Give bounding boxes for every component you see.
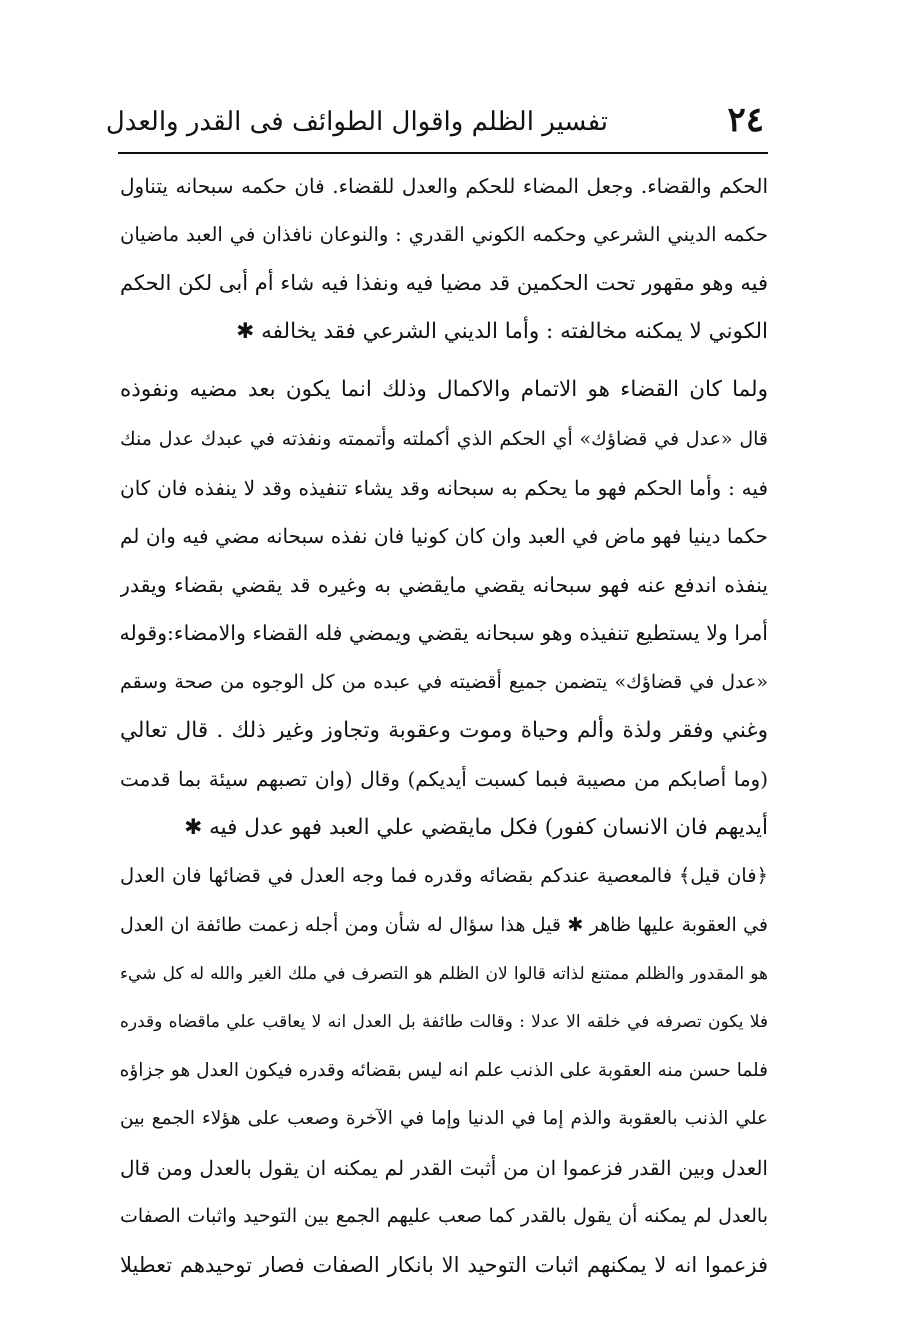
paragraph-2 bbox=[120, 366, 768, 852]
text-line: ولما كان القضاء هو الاتمام والاكمال وذلك انما يكون بعد مضيه ونفوذه bbox=[120, 377, 768, 403]
text-line: في العقوبة عليها ظاهر ✱ قيل هذا سؤال له شأن ومن أجله زعمت طائفة ان العدل bbox=[120, 913, 768, 936]
header-rule bbox=[118, 152, 768, 154]
text-line: فلما حسن منه العقوبة على الذنب علم انه ليس بقضائه وقدره فيكون العدل هو جزاؤه bbox=[120, 1059, 768, 1081]
text-line: فيه : وأما الحكم فهو ما يحكم به سبحانه وقد يشاء تنفيذه وقد لا ينفذه فان كان bbox=[120, 475, 768, 500]
text-line: «عدل في قضاؤك» يتضمن جميع أقضيته في عبده من كل الوجوه من صحة وسقم bbox=[120, 670, 768, 693]
text-line: فيه وهو مقهور تحت الحكمين قد مضيا فيه ونفذا فيه شاء أم أبى لكن الحكم bbox=[120, 271, 768, 296]
text-line: ﴿فان قيل﴾ فالمعصية عندكم بقضائه وقدره فما وجه العدل في قضائها فان العدل bbox=[120, 864, 768, 888]
text-line: الحكم والقضاء. وجعل المضاء للحكم والعدل للقضاء. فان حكمه سبحانه يتناول bbox=[120, 174, 768, 198]
text-line: علي الذنب بالعقوبة والذم إما في الدنيا وإما في الآخرة وصعب على هؤلاء الجمع بين bbox=[120, 1108, 768, 1130]
page-number: ٢٤ bbox=[727, 100, 764, 140]
text-line: أمرا ولا يستطيع تنفيذه وهو سبحانه يقضي ويمضي فله القضاء والامضاء:وقوله bbox=[120, 621, 768, 646]
text-line: قال «عدل في قضاؤك» أي الحكم الذي أكملته وأتممته ونفذته في عبدك عدل منك bbox=[120, 427, 768, 450]
running-title: تفسير الظلم واقوال الطوائف فى القدر والعدل bbox=[105, 107, 608, 137]
paragraph-3 bbox=[120, 852, 768, 1289]
text-line: فزعموا انه لا يمكنهم اثبات التوحيد الا بانكار الصفات فصار توحيدهم تعطيلا bbox=[120, 1253, 768, 1278]
text-line: أيديهم فان الانسان كفور) فكل مايقضي علي العبد فهو عدل فيه ✱ bbox=[184, 814, 768, 840]
text-line: وغني وفقر ولذة وألم وحياة وموت وعقوبة وتجاوز وغير ذلك . قال تعالي bbox=[120, 717, 768, 743]
text-line: حكمه الديني الشرعي وحكمه الكوني القدري : والنوعان نافذان في العبد ماضيان bbox=[120, 222, 768, 246]
body-text bbox=[120, 162, 768, 1290]
text-line: ينفذه اندفع عنه فهو سبحانه يقضي مايقضي به وغيره قد يقضي بقضاء ويقدر bbox=[120, 572, 768, 597]
paragraph-1 bbox=[120, 162, 768, 356]
text-line: فلا يكون تصرفه في خلقه الا عدلا : وقالت طائفة بل العدل انه لا يعاقب علي ماقضاه وقدره bbox=[120, 1012, 768, 1033]
text-line: الكوني لا يمكنه مخالفته : وأما الديني الشرعي فقد يخالفه ✱ bbox=[236, 318, 768, 344]
text-line: (وما أصابكم من مصيبة فبما كسبت أيديكم) وقال (وان تصبهم سيئة بما قدمت bbox=[120, 767, 768, 792]
text-line: حكما دينيا فهو ماض في العبد وان كان كونيا فان نفذه سبحانه مضي فيه وان لم bbox=[120, 524, 768, 549]
page-header bbox=[105, 96, 768, 148]
text-line: العدل وبين القدر فزعموا ان من أثبت القدر لم يمكنه ان يقول بالعدل ومن قال bbox=[120, 1155, 768, 1180]
text-line: بالعدل لم يمكنه أن يقول بالقدر كما صعب عليهم الجمع بين التوحيد واثبات الصفات bbox=[120, 1205, 768, 1228]
text-line: هو المقدور والظلم ممتنع لذاته قالوا لان الظلم هو التصرف في ملك الغير والله له كل شيء bbox=[120, 963, 768, 984]
